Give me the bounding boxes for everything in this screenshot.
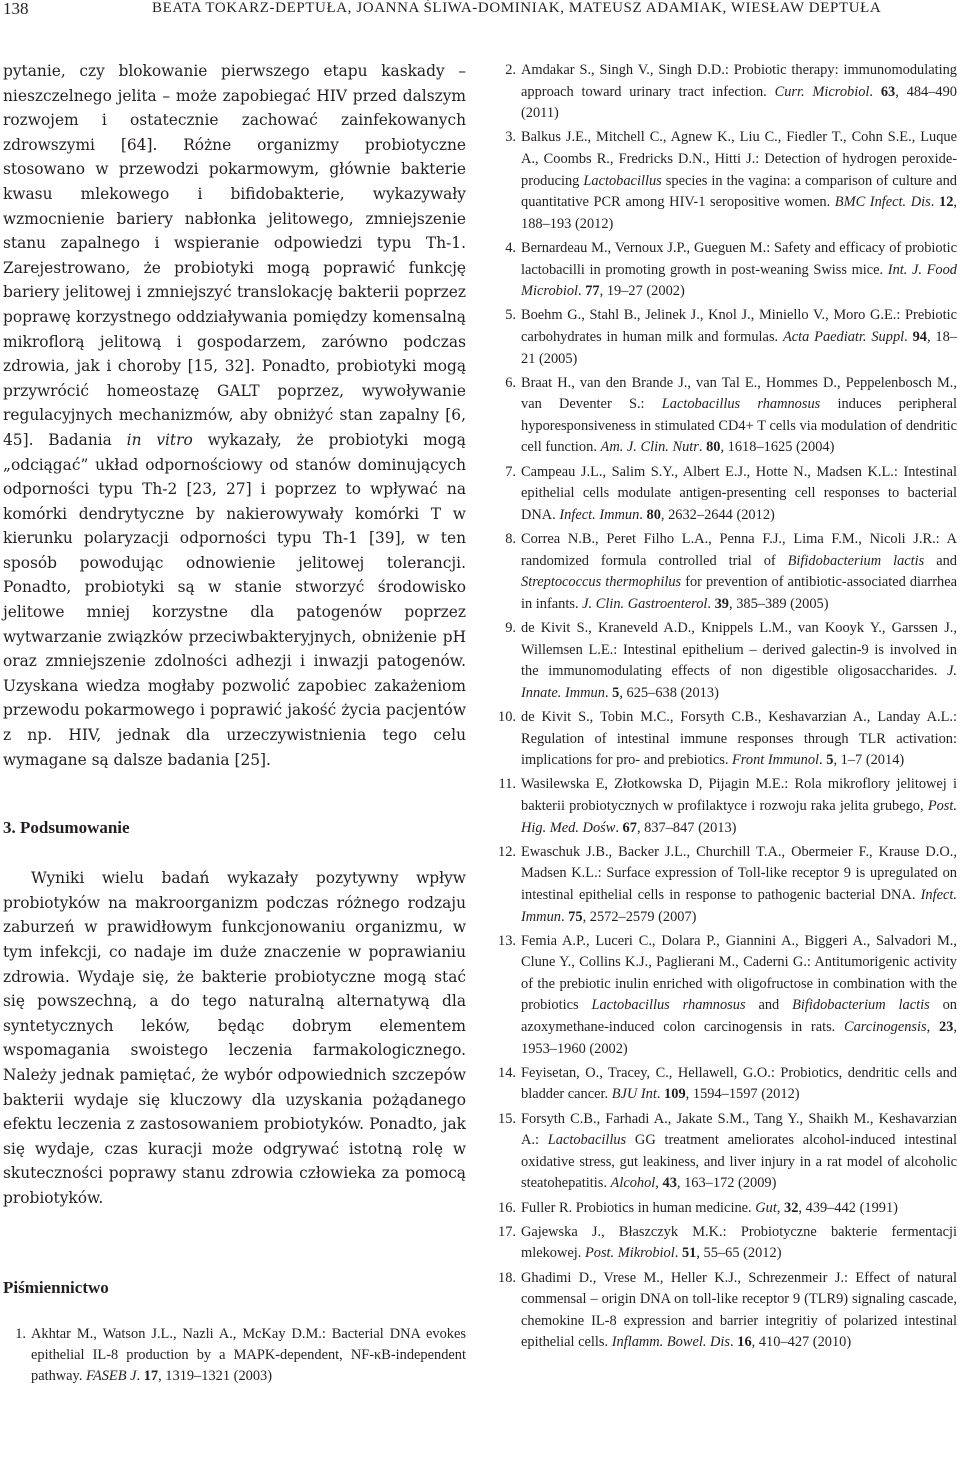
reference-number: 8.	[505, 531, 516, 548]
reference-number: 1.	[15, 1325, 26, 1342]
reference-number: 14.	[498, 1064, 516, 1081]
reference-text: Wasilewska E, Złotkowska D, Pijagin M.E.: Rola mikroflory jelitowej i bakterii probiotycznych w profilaktyce i rozwoju raka jelita grubego, Post. Hig. Med. Dośw. 67, 837–847 (2013)	[521, 776, 957, 836]
paragraph-text: pytanie, czy blokowanie pierwszego etapu kaskady – nieszczelnego jelita – może zapobiegać HIV przed dalszym rozwojem i ostatecznie zachować zainfekowanych zdrowszymi [64]. Różne organizmy probiotyczne stosowano w przewodzi pokarmowym, głównie bakterie kwasu mlekowego i bifidobakterie, wykazywały wzmocnienie bariery nabłonka jelitowego, zmniejszenie stanu zapalnego i wspieranie odpowiedzi typu Th-1. Zarejestrowano, że probiotyki mogą poprawić funkcję bariery jelitowej i zmniejszyć translokację bakterii poprzez poprawę korzystnego oddziaływania pomiędzy komensalną mikroflorą jelitową i gospodarzem, zarówno podczas zdrowia, jak i choroby [15, 32]. Ponadto, probiotyki mogą przywrócić homeostazę GALT poprzez, wywoływanie regulacyjnych mechanizmów, aby obniżyć stan zapalny [6, 45]. Badania	[3, 62, 466, 449]
body-paragraph-continued	[3, 59, 466, 772]
reference-item	[493, 1063, 957, 1106]
reference-item	[493, 1222, 957, 1265]
reference-text: Boehm G., Stahl B., Jelinek J., Knol J., Miniello V., Moro G.E.: Prebiotic carbohydrates in human milk and formulas. Acta Paediatr. Suppl. 94, 18–21 (2005)	[521, 307, 957, 367]
reference-item	[493, 1109, 957, 1195]
summary-paragraph: Wyniki wielu badań wykazały pozytywny wpływ probiotyków na makroorganizm podczas różnego rodzaju zaburzeń w prawidłowym funkcjonowaniu organizmu, w tym infekcji, co nadaje im duże znaczenie w poprawianiu zdrowia. Wydaje się, że bakterie probiotyczne mogą stać się powszechną, a do tego naturalną alternatywą dla syntetycznych leków, będąc dobrym elementem wspomagania swoistego leczenia farmakologicznego. Należy jednak pamiętać, że wybór odpowiednich szczepów bakterii wydaje się kluczowy dla uzyskania pożądanego efektu leczenia z zastosowaniem probiotyków. Ponadto, jak się wydaje, czas kuracji może odgrywać istotną rolę w skuteczności poprawy stanu zdrowia człowieka za pomocą probiotyków.	[3, 869, 466, 1207]
reference-number: 5.	[505, 307, 516, 324]
reference-item	[493, 618, 957, 704]
reference-item	[493, 529, 957, 615]
reference-text: Ewaschuk J.B., Backer J.L., Churchill T.A., Obermeier F., Krause D.O., Madsen K.L.: Surface expression of Toll-like receptor 9 is upregulated on intestinal epithelial cells in response to pathogenic bacterial DNA. Infect. Immun. 75, 2572–2579 (2007)	[521, 843, 957, 925]
running-header	[0, 0, 960, 20]
reference-text: Ghadimi D., Vrese M., Heller K.J., Schrezenmeir J.: Effect of natural commensal – origin DNA on toll-like receptor 9 (TLR9) signaling cascade, chemokine IL-8 expression and barrier integritiy of polarized intestinal epithelial cells. Inflamm. Bowel. Dis. 16, 410–427 (2010)	[521, 1269, 957, 1351]
reference-number: 13.	[498, 932, 516, 949]
reference-text: Gajewska J., Błaszczyk M.K.: Probiotyczne bakterie fermentacji mlekowej. Post. Mikrobiol. 51, 55–65 (2012)	[521, 1223, 957, 1262]
paragraph-text: wykazały, że probiotyki mogą „odciągać” układ odpornościowy od stanów dominujących odporności typu Th-2 [23, 27] i poprzez to wpływać na komórki dendrytyczne by nakierowywały komórki T w kierunku polaryzacji odporności typu Th-1 [39], w ten sposób powodując odnowienie jelitowej tolerancji. Ponadto, probiotyki są w stanie stworzyć środowisko jelitowe mniej korzystne dla patogenów poprzez wytwarzanie związków przeciwbakteryjnych, obniżenie pH oraz zmniejszenie zdolności adhezji i inwazji patogenów. Uzyskana wiedza mogłaby pozwolić zapobiec zakażeniom przewodu pokarmowego i poprawić jakość życia pacjentów z np. HIV, jednak dla urzeczywistnienia tego celu wymagane są dalsze badania [25].	[3, 430, 466, 769]
reference-item	[493, 60, 957, 125]
reference-text: Femia A.P., Luceri C., Dolara P., Giannini A., Biggeri A., Salvadori M., Clune Y., Collins K.J., Paglierani M., Caderni G.: Antitumorigenic activity of the prebiotic inulin enriched with oligofructose in combination with the probiotics Lactobacillus rhamnosus and Bifidobacterium lactis on azoxymethane-induced colon carcinogensis in rats. Carcinogensis, 23, 1953–1960 (2002)	[521, 932, 957, 1057]
reference-item	[493, 305, 957, 370]
reference-text: de Kivit S., Tobin M.C., Forsyth C.B., Keshavarzian A., Landay A.L.: Regulation of intestinal immune responses through TLR activation: implications for pro- and prebiotics. Front Immunol. 5, 1–7 (2014)	[521, 708, 957, 769]
reference-item	[493, 127, 957, 235]
left-column	[3, 59, 466, 1390]
reference-item	[493, 774, 957, 839]
reference-number: 12.	[498, 843, 516, 860]
reference-text: Correa N.B., Peret Filho L.A., Penna F.J., Lima F.M., Nicoli J.R.: A randomized formula controlled trial of Bifidobacterium lactis and Streptococcus thermophilus for prevention of antibiotic-associated diarrhea in infants. J. Clin. Gastroenterol. 39, 385–389 (2005)	[521, 531, 957, 612]
reference-number: 15.	[498, 1110, 516, 1127]
references-heading: Piśmiennictwo	[3, 1277, 109, 1297]
paragraph-italic: in vitro	[126, 430, 193, 449]
page-number: 138	[3, 0, 29, 18]
reference-text: Fuller R. Probiotics in human medicine. Gut, 32, 439–442 (1991)	[521, 1199, 898, 1216]
reference-number: 4.	[505, 239, 516, 256]
section-heading-summary: 3. Podsumowanie	[3, 818, 130, 838]
running-head-authors: BEATA TOKARZ-DEPTUŁA, JOANNA ŚLIWA-DOMINIAK, MATEUSZ ADAMIAK, WIESŁAW DEPTUŁA	[152, 0, 882, 16]
reference-number: 17.	[498, 1223, 516, 1240]
reference-item	[493, 931, 957, 1061]
reference-number: 18.	[498, 1269, 516, 1286]
reference-number: 6.	[505, 374, 516, 391]
reference-number: 16.	[498, 1199, 516, 1216]
reference-item	[493, 462, 957, 527]
reference-number: 3.	[505, 129, 516, 146]
reference-text: Campeau J.L., Salim S.Y., Albert E.J., Hotte N., Madsen K.L.: Intestinal epithelial cells modulate antigen-presenting cell responses to bacterial DNA. Infect. Immun. 80, 2632–2644 (2012)	[521, 463, 957, 523]
reference-text: Forsyth C.B., Farhadi A., Jakate S.M., Tang Y., Shaikh M., Keshavarzian A.: Lactobacillus GG treatment ameliorates alcohol-induced intestinal oxidative stress, gut leakiness, and liver injury in a rat model of alcoholic steatohepatitis. Alcohol, 43, 163–172 (2009)	[521, 1110, 957, 1192]
reference-item	[493, 373, 957, 459]
reference-number: 2.	[505, 62, 516, 78]
reference-item	[3, 1324, 466, 1388]
reference-number: 10.	[498, 708, 516, 725]
reference-item	[493, 707, 957, 772]
reference-item	[493, 238, 957, 303]
reference-number: 11.	[498, 776, 516, 793]
reference-item	[493, 1198, 957, 1220]
reference-text: Balkus J.E., Mitchell C., Agnew K., Liu C., Fiedler T., Cohn S.E., Luque A., Coombs R., Fredricks D.N., Hitti J.: Detection of hydrogen peroxide-producing Lactobacillus species in the vagina: a comparison of culture and quantitative PCR among HIV-1 seropositive women. BMC Infect. Dis. 12, 188–193 (2012)	[521, 129, 958, 232]
reference-item	[493, 1268, 957, 1354]
reference-number: 7.	[505, 463, 516, 480]
reference-text: Akhtar M., Watson J.L., Nazli A., McKay D.M.: Bacterial DNA evokes epithelial IL-8 production by a MAPK-dependent, NF-κB-independent pathway. FASEB J. 17, 1319–1321 (2003)	[31, 1325, 466, 1385]
reference-text: de Kivit S., Kraneveld A.D., Knippels L.M., van Kooyk Y., Garssen J., Willemsen L.E.: Intestinal epithelium – derived galectin-9 is involved in the immunomodulating effects of non digestible oligosaccharides. J. Innate. Immun. 5, 625–638 (2013)	[521, 620, 957, 701]
reference-text: Feyisetan, O., Tracey, C., Hellawell, G.O.: Probiotics, dendritic cells and bladder cancer. BJU Int. 109, 1594–1597 (2012)	[521, 1064, 957, 1103]
reference-text: Bernardeau M., Vernoux J.P., Gueguen M.: Safety and efficacy of probiotic lactobacilli in promoting growth in post-weaning Swiss mice. Int. J. Food Microbiol. 77, 19–27 (2002)	[521, 239, 958, 300]
reference-number: 9.	[505, 620, 516, 636]
right-column-references	[493, 60, 957, 1357]
reference-item	[493, 842, 957, 928]
reference-text: Amdakar S., Singh V., Singh D.D.: Probiotic therapy: immunomodulating approach toward urinary tract infection. Curr. Microbiol. 63, 484–490 (2011)	[521, 62, 957, 122]
reference-text: Braat H., van den Brande J., van Tal E., Hommes D., Peppelenbosch M., van Deventer S.: Lactobacillus rhamnosus induces peripheral hyporesponsiveness in stimulated CD4+ T cells via modulation of dendritic cell function. Am. J. Clin. Nutr. 80, 1618–1625 (2004)	[521, 374, 957, 456]
references-list-left	[3, 1324, 466, 1388]
